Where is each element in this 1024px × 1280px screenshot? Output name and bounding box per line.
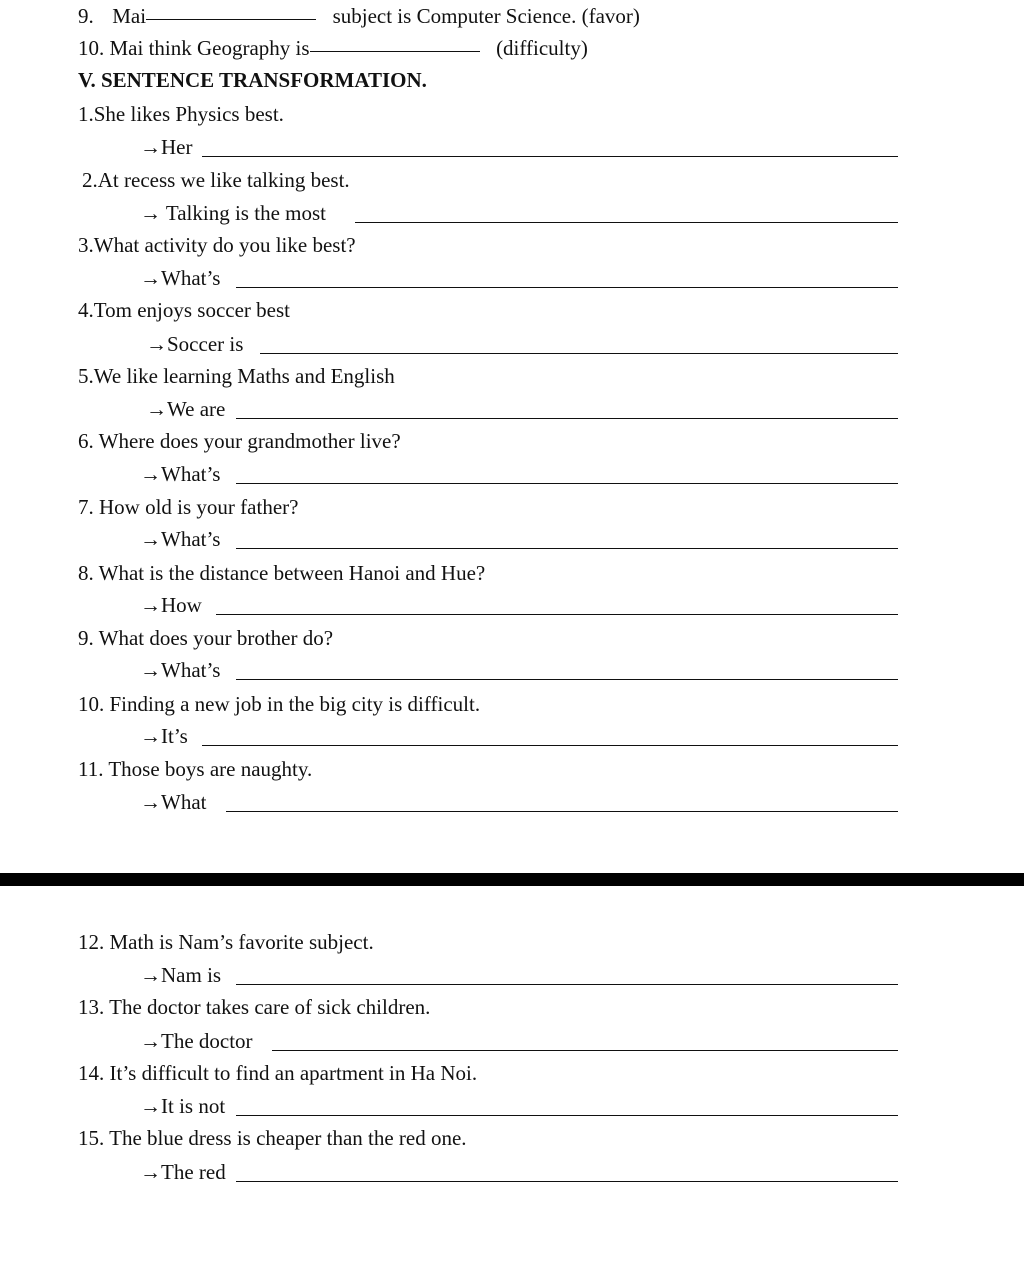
answer-12	[140, 965, 221, 986]
answer-9-start: What’s	[161, 658, 221, 682]
exercise-9-blank[interactable]	[146, 19, 316, 20]
answer-5-blank[interactable]	[236, 418, 898, 419]
answer-15	[140, 1162, 226, 1183]
answer-9-blank[interactable]	[236, 679, 898, 680]
arrow-icon: →	[140, 135, 161, 159]
arrow-icon: →	[146, 397, 167, 421]
answer-1	[140, 137, 192, 158]
answer-3-blank[interactable]	[236, 287, 898, 288]
question-12: 12. Math is Nam’s favorite subject.	[78, 930, 374, 954]
exercise-9-text-after: subject is Computer Science. (favor)	[332, 4, 640, 28]
answer-15-start: The red	[161, 1160, 226, 1184]
arrow-icon: →	[140, 527, 161, 551]
answer-11-blank[interactable]	[226, 811, 898, 812]
answer-12-start: Nam is	[161, 963, 222, 987]
answer-11	[140, 792, 206, 813]
arrow-icon: →	[140, 266, 161, 290]
answer-5-start: We are	[167, 397, 226, 421]
answer-7-blank[interactable]	[236, 548, 898, 549]
answer-7	[140, 529, 220, 550]
answer-1-blank[interactable]	[202, 156, 898, 157]
answer-13-start: The doctor	[161, 1029, 253, 1053]
question-10: 10. Finding a new job in the big city is difficult.	[78, 692, 481, 716]
question-14: 14. It’s difficult to find an apartment in Ha Noi.	[78, 1061, 478, 1085]
answer-10	[140, 726, 188, 747]
answer-9	[140, 660, 220, 681]
arrow-icon: →	[146, 332, 167, 356]
question-13: 13. The doctor takes care of sick children.	[78, 995, 431, 1019]
answer-2	[140, 203, 326, 224]
question-1: 1.She likes Physics best.	[78, 102, 284, 126]
arrow-icon: →	[140, 790, 161, 814]
exercise-9-text-before: Mai	[112, 4, 147, 28]
arrow-icon: →	[140, 1029, 161, 1053]
answer-13-blank[interactable]	[272, 1050, 898, 1051]
answer-15-blank[interactable]	[236, 1181, 898, 1182]
arrow-icon: →	[140, 658, 161, 682]
question-8: 8. What is the distance between Hanoi and Hue?	[78, 561, 486, 585]
answer-1-start: Her	[161, 135, 193, 159]
arrow-icon: →	[140, 963, 161, 987]
question-15: 15. The blue dress is cheaper than the red one.	[78, 1126, 467, 1150]
arrow-icon: →	[140, 593, 161, 617]
answer-10-blank[interactable]	[202, 745, 898, 746]
arrow-icon: →	[140, 724, 161, 748]
arrow-icon: →	[140, 462, 161, 486]
answer-13	[140, 1031, 253, 1052]
exercise-9	[78, 6, 640, 27]
exercise-10-text-before: 10. Mai think Geography is	[78, 36, 310, 60]
exercise-9-number: 9.	[78, 4, 94, 28]
answer-11-start: What	[161, 790, 207, 814]
arrow-icon: →	[140, 201, 161, 225]
answer-8-blank[interactable]	[216, 614, 898, 615]
answer-10-start: It’s	[161, 724, 188, 748]
section-title: V. SENTENCE TRANSFORMATION.	[78, 68, 427, 92]
answer-8	[140, 595, 202, 616]
answer-3-start: What’s	[161, 266, 221, 290]
answer-2-start: Talking is the most	[161, 201, 326, 225]
question-4: 4.Tom enjoys soccer best	[78, 298, 290, 322]
answer-6-blank[interactable]	[236, 483, 898, 484]
arrow-icon: →	[140, 1094, 161, 1118]
exercise-10-text-after: (difficulty)	[496, 36, 588, 60]
exercise-10	[78, 38, 588, 59]
answer-5	[146, 399, 225, 420]
exercise-10-blank[interactable]	[310, 51, 480, 52]
answer-3	[140, 268, 220, 289]
answer-4-blank[interactable]	[260, 353, 898, 354]
question-11: 11. Those boys are naughty.	[78, 757, 313, 781]
answer-14-start: It is not	[161, 1094, 226, 1118]
arrow-icon: →	[140, 1160, 161, 1184]
answer-8-start: How	[161, 593, 202, 617]
answer-6	[140, 464, 220, 485]
question-5: 5.We like learning Maths and English	[78, 364, 395, 388]
answer-12-blank[interactable]	[236, 984, 898, 985]
page-separator-bar	[0, 873, 1024, 886]
answer-2-blank[interactable]	[355, 222, 898, 223]
answer-7-start: What’s	[161, 527, 221, 551]
question-9: 9. What does your brother do?	[78, 626, 334, 650]
answer-4	[146, 334, 243, 355]
answer-14-blank[interactable]	[236, 1115, 898, 1116]
answer-14	[140, 1096, 225, 1117]
answer-6-start: What’s	[161, 462, 221, 486]
question-2: 2.At recess we like talking best.	[82, 168, 350, 192]
question-6: 6. Where does your grandmother live?	[78, 429, 401, 453]
question-3: 3.What activity do you like best?	[78, 233, 356, 257]
question-7: 7. How old is your father?	[78, 495, 299, 519]
answer-4-start: Soccer is	[167, 332, 244, 356]
